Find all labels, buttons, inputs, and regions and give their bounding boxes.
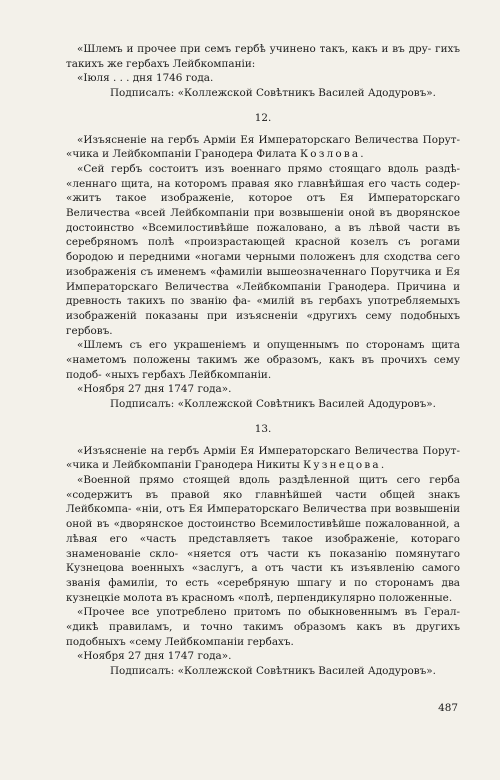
heading-text: «Изъясненіе на гербъ Арміи Ея Императорскаго Величества Порут- «чика и Лейбкомпаніи Гранодера Никиты <box>66 444 460 472</box>
date-line: «Іюля . . . дня 1746 года. <box>77 72 214 85</box>
section-12-date: «Ноября 27 дня 1747 года». <box>77 383 232 396</box>
section-13-date: «Ноября 27 дня 1747 года». <box>77 650 232 663</box>
page-number: 487 <box>438 702 458 714</box>
section-12-body-1: «Сей гербъ состоитъ изъ военнаго прямо стоящаго вдоль раздѣ- «леннаго щита, на которомъ правая яко главнѣйшая его часть содер- «житъ такое изображеніе, которое отъ Ея Императорскаго Величества «всей Лейбкомпаніи при возвышеніи оной въ дворянское достоинство «Всемилостивѣйше пожаловано, а въ лѣвой части въ серебряномъ полѣ «произрастающей красной козелъ съ рогами бородою и передними «ногами черными положенъ для сходства сего изображенія съ именемъ «фамиліи вышеозначеннаго Порутчика и Ея Императорскаго Величества «Лейбкомпаніи Гранодера. Причина и древность такихъ по званію фа- «милій въ гербахъ употребляемыхъ изображеній показаны при изъясненіи «другихъ сему подобныхъ гербовъ. <box>66 162 460 337</box>
section-13-body-1: «Военной прямо стоящей вдоль раздѣленной щитъ сего герба «содержитъ въ правой яко главнѣйшей части общей знакъ Лейбкомпа- «ніи, отъ Ея Императорскаго Величества при возвышеніи оной въ «дворянское достоинство Всемилостивѣйше пожалованной, а лѣвая его «часть представляетъ такое изображеніе, котораго знаменованіе скло- «няется отъ части къ показанію помянутаго Кузнецова военныхъ «заслугъ, а отъ части къ изъявленію самого званія фамиліи, то есть «серебряную шпагу и по сторонамъ два кузнецкіе молота въ красномъ «полѣ, перпендикулярно положенные. <box>66 473 460 604</box>
section-12-body-2: «Шлемъ съ его украшеніемъ и опущеннымъ по сторонамъ щита «наметомъ положены такимъ же образомъ, какъ въ прочихъ сему подоб- «ныхъ гербахъ Лейбкомпаніи. <box>66 339 460 381</box>
heading-end: . <box>360 148 364 161</box>
section-number-12: 12. <box>254 111 272 124</box>
paragraph-helmet-note: «Шлемъ и прочее при семъ гербѣ учинено такъ, какъ и въ дру- гихъ такихъ же гербахъ Лейбкомпаніи: <box>66 43 460 70</box>
heading-text: «Изъясненіе на гербъ Арміи Ея Императорскаго Величества Порут- «чика и Лейбкомпаніи Гранодера Филата <box>66 133 460 161</box>
heading-end: . <box>380 459 385 472</box>
section-12-signature: Подписалъ: «Коллежской Совѣтникъ Василей Адодуровъ». <box>110 398 436 411</box>
signature-line: Подписалъ: «Коллежской Совѣтникъ Василей Адодуровъ». <box>110 87 436 100</box>
surname: Козлова <box>300 148 361 161</box>
section-12-heading <box>66 133 460 162</box>
section-13-heading <box>66 444 460 473</box>
section-number-13: 13. <box>254 422 272 435</box>
surname: Кузнецова <box>303 459 381 472</box>
section-13-signature: Подписалъ: «Коллежской Совѣтникъ Василей Адодуровъ». <box>110 665 436 678</box>
page-text <box>66 42 460 679</box>
section-13-body-2: «Прочее все употреблено притомъ по обыкновеннымъ въ Герал- «дикѣ правиламъ, и точно такимъ образомъ какъ въ другихъ подобныхъ «сему Лейбкомпаніи гербахъ. <box>66 606 460 648</box>
